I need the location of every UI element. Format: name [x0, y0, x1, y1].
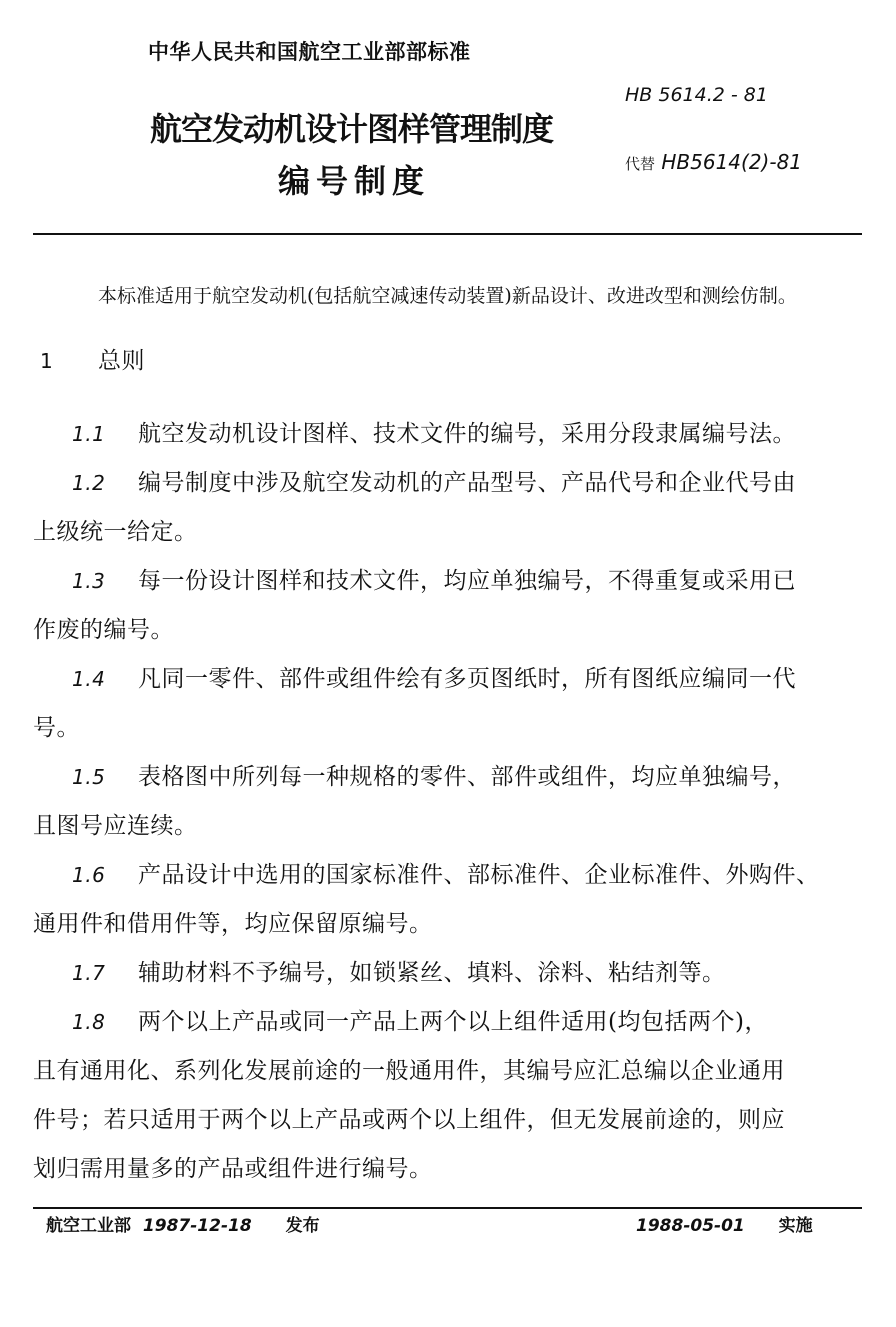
clause-continuation-line: [33, 516, 198, 548]
clause-text: 两个以上产品或同一产品上两个以上组件适用(均包括两个)，: [138, 1009, 768, 1035]
effective-label: 实施: [778, 1216, 813, 1236]
issue-date: 1987-12-18: [142, 1216, 252, 1236]
clause-number: 1.1: [72, 422, 106, 446]
clause-text: 航空发动机设计图样、技术文件的编号，采用分段隶属编号法。: [138, 421, 796, 447]
clause-number: 1.3: [72, 569, 106, 593]
clause-continuation-line: [33, 1055, 785, 1087]
clause-1-5: [72, 761, 796, 793]
document-title: 航空发动机设计图样管理制度: [150, 110, 554, 148]
clause-text: 号。: [33, 715, 80, 741]
clause-text: 表格图中所列每一种规格的零件、部件或组件，均应单独编号，: [138, 764, 796, 790]
clause-1-7: [72, 957, 726, 989]
clause-1-3: [72, 565, 796, 597]
clause-1-4: [72, 663, 796, 695]
footer-effective: [636, 1214, 813, 1238]
replaces-code: HB5614(2)-81: [661, 150, 803, 174]
clause-text: 编号制度中涉及航空发动机的产品型号、产品代号和企业代号由: [138, 470, 796, 496]
clause-continuation-line: [33, 614, 174, 646]
footer-issue: [46, 1214, 320, 1238]
clause-1-1: [72, 418, 796, 450]
clause-text: 上级统一给定。: [33, 519, 198, 545]
clause-number: 1.7: [72, 961, 106, 985]
clause-text: 产品设计中选用的国家标准件、部标准件、企业标准件、外购件、: [138, 862, 820, 888]
clause-continuation-line: [33, 1104, 785, 1136]
clause-text: 且有通用化、系列化发展前途的一般通用件，其编号应汇总编以企业通用: [33, 1058, 785, 1084]
clause-text: 且图号应连续。: [33, 813, 198, 839]
clause-text: 作废的编号。: [33, 617, 174, 643]
section-title: 总则: [98, 348, 145, 374]
clause-1-8: [72, 1006, 768, 1038]
clause-number: 1.4: [72, 667, 106, 691]
clause-text: 划归需用量多的产品或组件进行编号。: [33, 1156, 433, 1182]
clause-text: 辅助材料不予编号，如锁紧丝、填料、涂料、粘结剂等。: [138, 960, 726, 986]
clause-text: 通用件和借用件等，均应保留原编号。: [33, 911, 433, 937]
header-divider: [33, 233, 862, 235]
effective-date: 1988-05-01: [636, 1216, 745, 1236]
replaces-note: [625, 148, 802, 178]
footer-divider: [33, 1207, 862, 1209]
clause-continuation-line: [33, 908, 433, 940]
clause-continuation-line: [33, 1153, 433, 1185]
replaces-label: 代替: [625, 155, 656, 173]
issue-label: 发布: [285, 1216, 320, 1236]
clause-text: 件号；若只适用于两个以上产品或两个以上组件，但无发展前途的，则应: [33, 1107, 785, 1133]
clause-continuation-line: [33, 810, 198, 842]
section-number: 1: [40, 349, 54, 373]
clause-number: 1.2: [72, 471, 106, 495]
clause-text: 每一份设计图样和技术文件，均应单独编号，不得重复或采用已: [138, 568, 796, 594]
clause-number: 1.5: [72, 765, 106, 789]
section-heading: [40, 345, 145, 377]
standard-code: HB 5614.2 - 81: [625, 84, 768, 106]
document-subtitle: 编号制度: [278, 162, 431, 200]
clause-number: 1.6: [72, 863, 106, 887]
issuing-organization: 中华人民共和国航空工业部部标准: [148, 40, 471, 64]
issuer: 航空工业部: [46, 1216, 131, 1236]
clause-number: 1.8: [72, 1010, 106, 1034]
intro-paragraph: 本标准适用于航空发动机(包括航空减速传动装置)新品设计、改进改型和测绘仿制。: [98, 285, 797, 307]
clause-text: 凡同一零件、部件或组件绘有多页图纸时，所有图纸应编同一代: [138, 666, 796, 692]
clause-1-2: [72, 467, 796, 499]
clause-continuation-line: [33, 712, 80, 744]
clause-1-6: [72, 859, 820, 891]
